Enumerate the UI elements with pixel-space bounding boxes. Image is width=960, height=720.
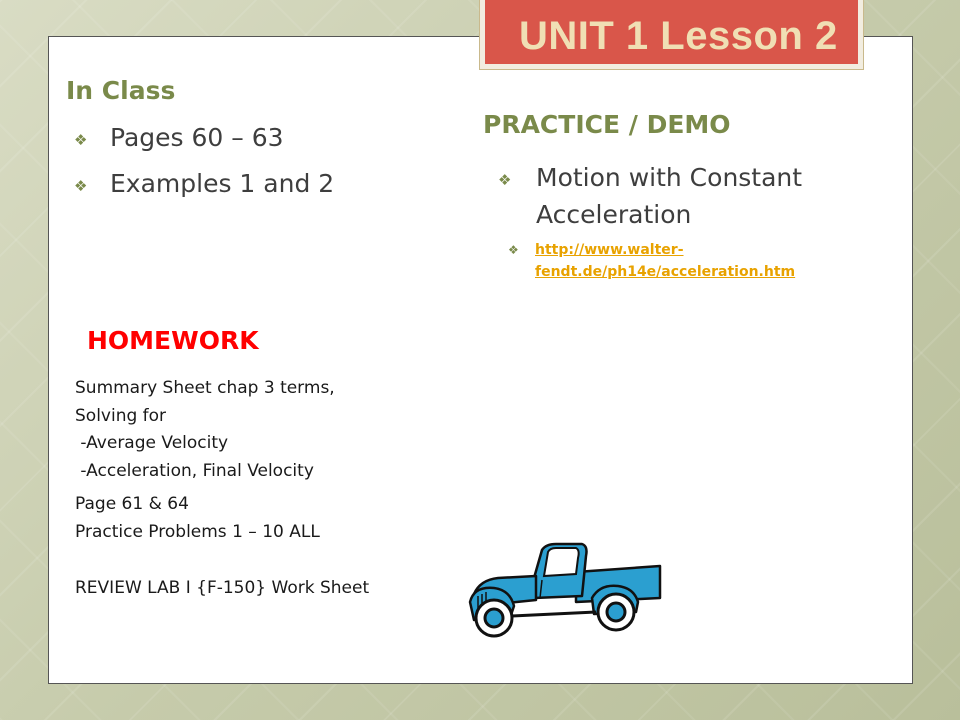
homework-line: REVIEW LAB I {F-150} Work Sheet: [75, 578, 370, 598]
homework-line: -Acceleration, Final Velocity: [75, 461, 314, 481]
diamond-bullet-icon: ❖: [74, 131, 88, 149]
in-class-item-pages: Pages 60 – 63: [110, 123, 284, 152]
homework-heading: HOMEWORK: [87, 326, 259, 355]
homework-line: Page 61 & 64: [75, 494, 189, 514]
in-class-heading: In Class: [66, 76, 176, 105]
diamond-bullet-icon: ❖: [498, 171, 512, 189]
homework-line: Practice Problems 1 – 10 ALL: [75, 522, 320, 542]
title-banner: [485, 0, 858, 64]
slide-title: UNIT 1 Lesson 2: [519, 14, 838, 58]
diamond-bullet-icon: ❖: [74, 177, 88, 195]
homework-line: -Average Velocity: [75, 433, 229, 453]
acceleration-link-line-1[interactable]: http://www.walter-: [535, 242, 684, 258]
diamond-bullet-icon: ❖: [508, 243, 519, 257]
title-tab: [479, 0, 864, 70]
in-class-item-examples: Examples 1 and 2: [110, 169, 335, 198]
homework-line: Solving for: [75, 406, 167, 426]
homework-line: Summary Sheet chap 3 terms,: [75, 378, 335, 398]
practice-item-motion: Motion with Constant: [536, 163, 803, 192]
practice-item-acceleration: Acceleration: [536, 200, 692, 229]
pickup-truck-clipart: [464, 536, 664, 644]
practice-demo-heading: PRACTICE / DEMO: [483, 110, 731, 139]
acceleration-link-line-2[interactable]: fendt.de/ph14e/acceleration.htm: [535, 264, 796, 280]
